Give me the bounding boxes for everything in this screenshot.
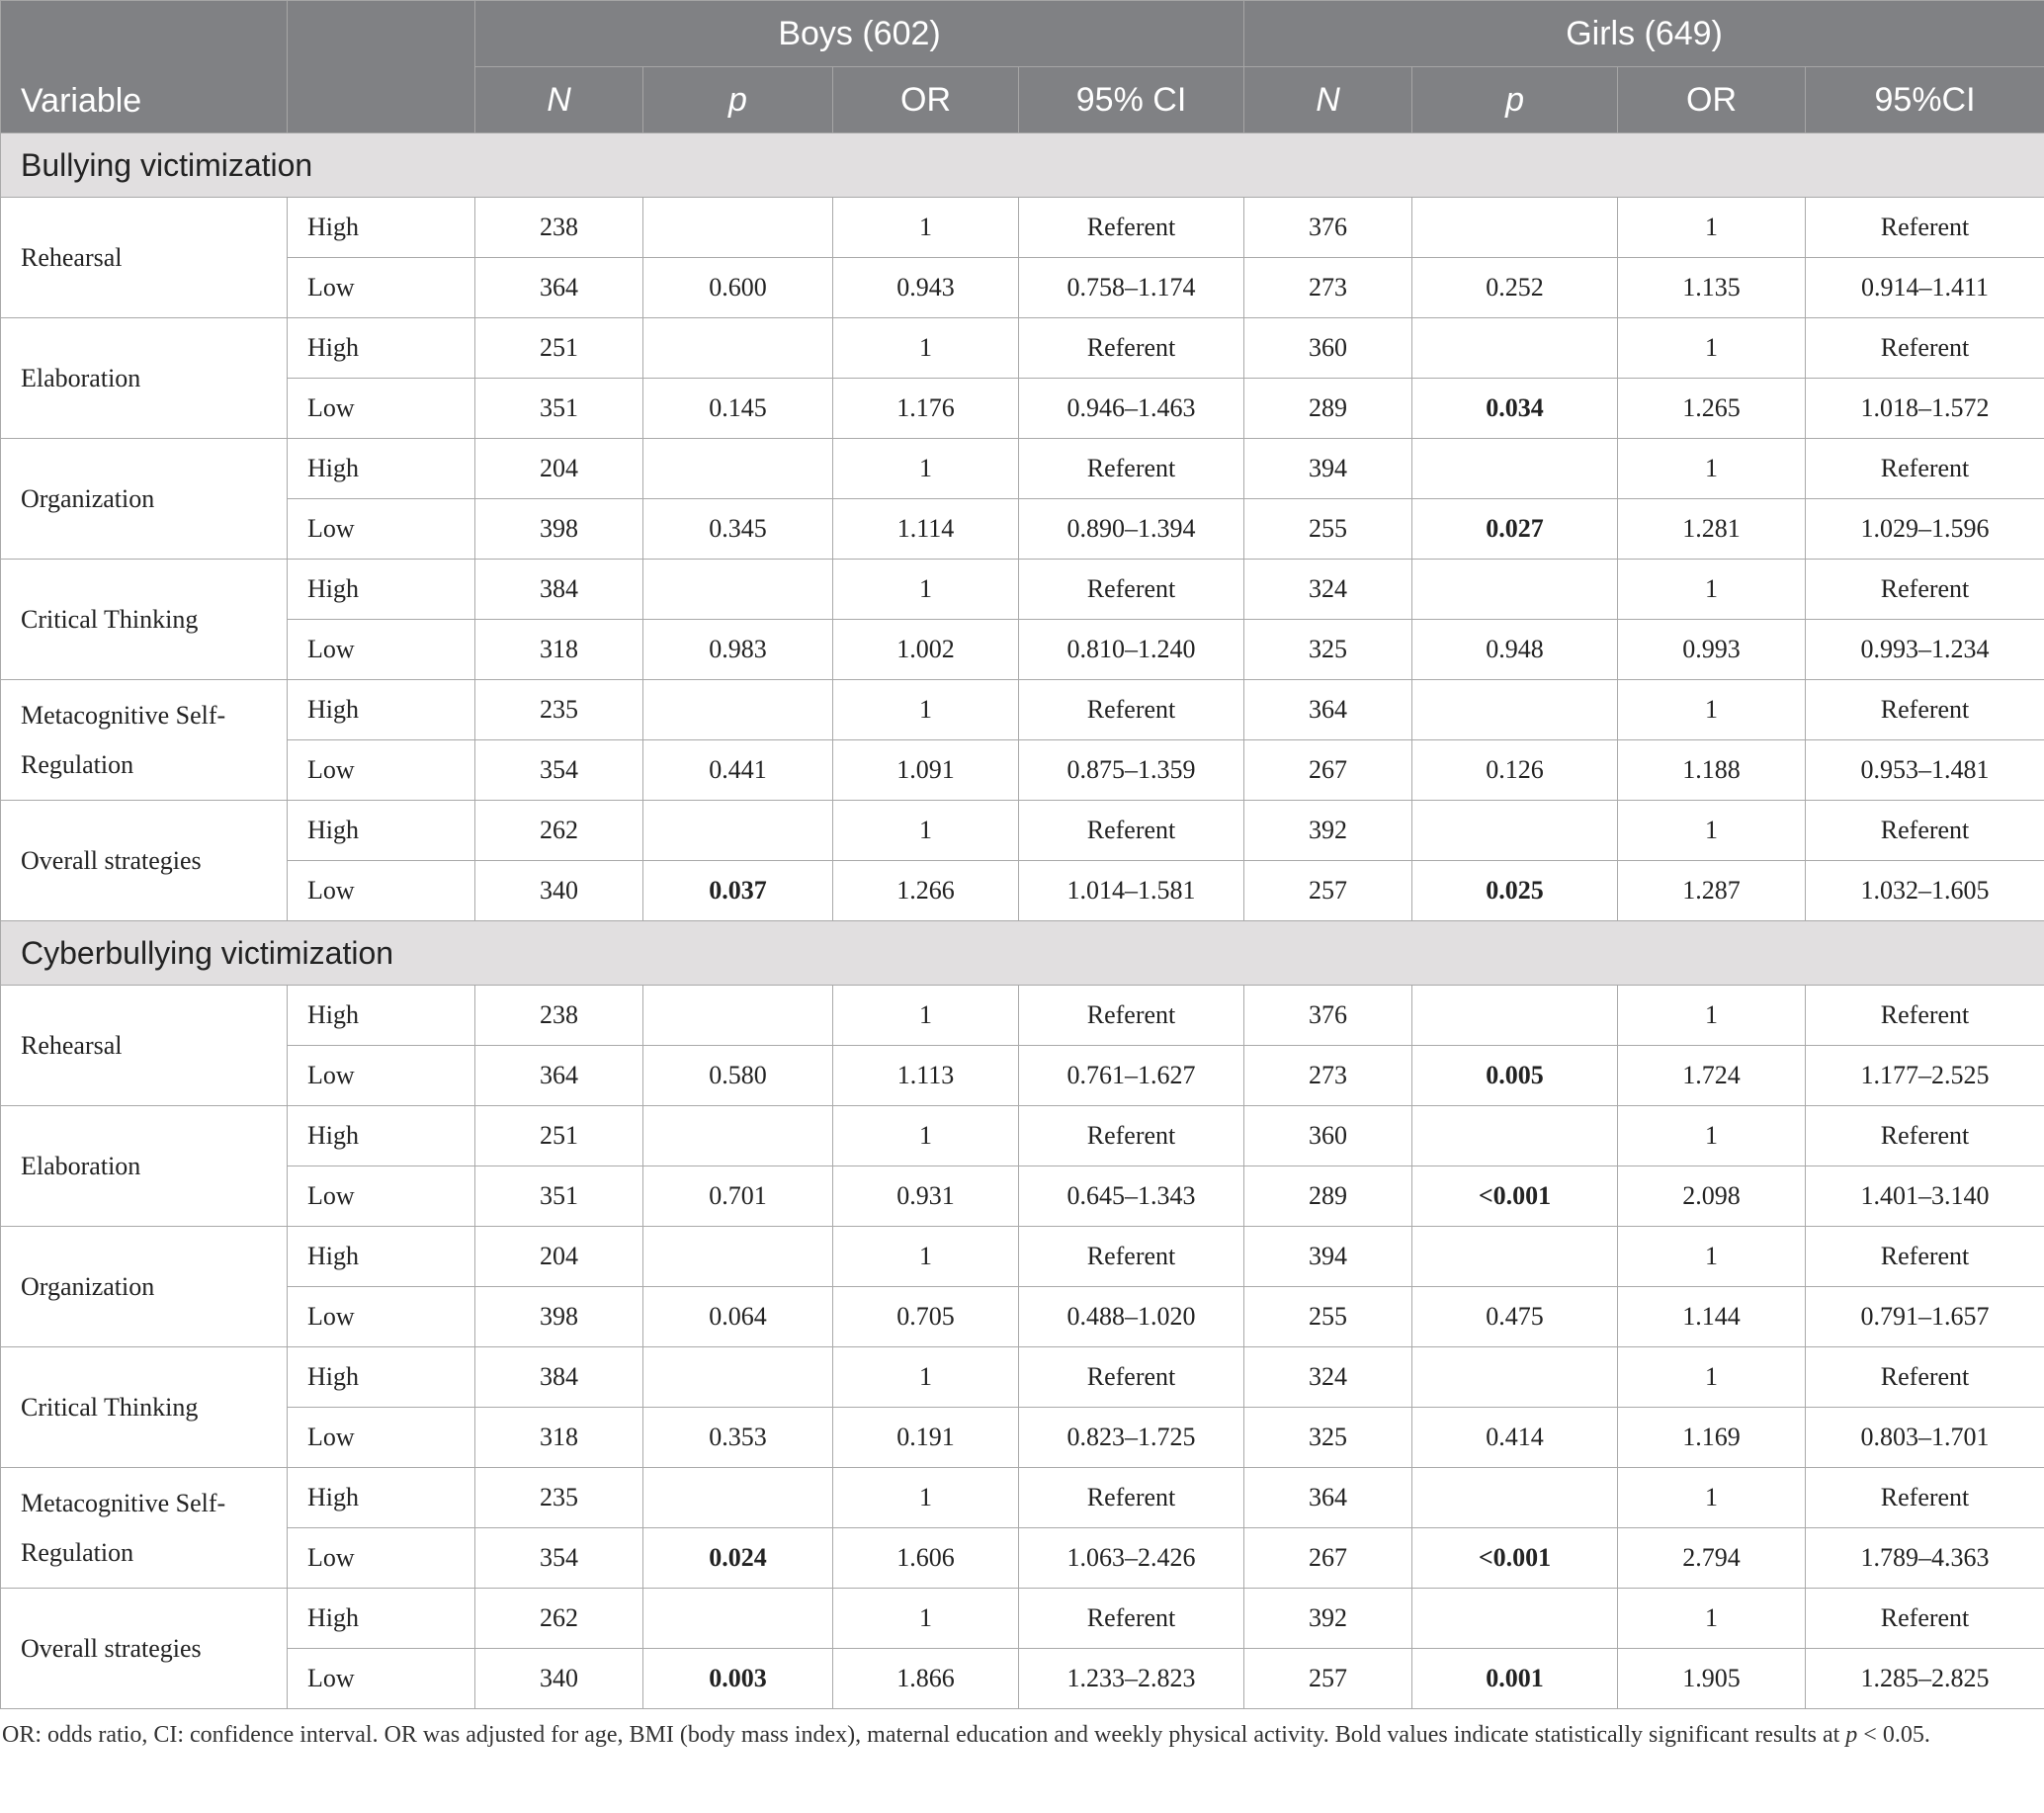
boys-or-cell: 1 xyxy=(833,560,1019,620)
boys-p-cell: 0.345 xyxy=(643,499,833,560)
boys-p-cell: 0.441 xyxy=(643,740,833,801)
girls-p-cell xyxy=(1412,801,1618,861)
boys-p-cell xyxy=(643,560,833,620)
table-row xyxy=(1,1227,2044,1287)
girls-or-cell: 1 xyxy=(1618,1589,1806,1649)
boys-or-cell: 1 xyxy=(833,439,1019,499)
boys-ci-cell: 0.645–1.343 xyxy=(1019,1166,1244,1227)
level-cell: High xyxy=(288,198,475,258)
table-row xyxy=(1,1408,2044,1468)
level-cell: Low xyxy=(288,258,475,318)
section-row xyxy=(1,133,2044,198)
girls-ci-cell: Referent xyxy=(1806,439,2044,499)
boys-p-cell: 0.600 xyxy=(643,258,833,318)
boys-p-cell: 0.024 xyxy=(643,1528,833,1589)
girls-or-cell: 1 xyxy=(1618,439,1806,499)
girls-ci-cell: Referent xyxy=(1806,198,2044,258)
girls-or-cell: 1.265 xyxy=(1618,379,1806,439)
boys-n-cell: 262 xyxy=(475,1589,643,1649)
boys-p-cell xyxy=(643,198,833,258)
level-cell: Low xyxy=(288,1046,475,1106)
level-cell: High xyxy=(288,680,475,740)
girls-p-cell: <0.001 xyxy=(1412,1528,1618,1589)
level-cell: High xyxy=(288,801,475,861)
girls-n-cell: 394 xyxy=(1244,439,1412,499)
girls-or-cell: 1.169 xyxy=(1618,1408,1806,1468)
boys-or-cell: 1.091 xyxy=(833,740,1019,801)
girls-ci-cell: 1.029–1.596 xyxy=(1806,499,2044,560)
girls-n-cell: 289 xyxy=(1244,1166,1412,1227)
boys-ci-cell: 0.488–1.020 xyxy=(1019,1287,1244,1347)
girls-n-cell: 324 xyxy=(1244,560,1412,620)
boys-n-cell: 318 xyxy=(475,1408,643,1468)
girls-n-cell: 273 xyxy=(1244,258,1412,318)
boys-p-cell: 0.983 xyxy=(643,620,833,680)
boys-or-cell: 1 xyxy=(833,986,1019,1046)
boys-or-cell: 1 xyxy=(833,1227,1019,1287)
girls-ci-cell: Referent xyxy=(1806,1227,2044,1287)
header-boys-ci: 95% CI xyxy=(1019,67,1244,133)
girls-p-cell: 0.252 xyxy=(1412,258,1618,318)
girls-ci-cell: 1.032–1.605 xyxy=(1806,861,2044,921)
table-row xyxy=(1,801,2044,861)
header-girls-n: N xyxy=(1244,67,1412,133)
girls-or-cell: 1.281 xyxy=(1618,499,1806,560)
boys-p-cell xyxy=(643,1347,833,1408)
variable-name: Elaboration xyxy=(1,318,288,439)
girls-p-cell: 0.034 xyxy=(1412,379,1618,439)
table-row xyxy=(1,680,2044,740)
boys-n-cell: 364 xyxy=(475,1046,643,1106)
girls-n-cell: 257 xyxy=(1244,1649,1412,1709)
girls-or-cell: 1 xyxy=(1618,198,1806,258)
girls-n-cell: 360 xyxy=(1244,318,1412,379)
boys-n-cell: 318 xyxy=(475,620,643,680)
boys-ci-cell: 0.823–1.725 xyxy=(1019,1408,1244,1468)
girls-p-cell: 0.948 xyxy=(1412,620,1618,680)
level-cell: Low xyxy=(288,499,475,560)
level-cell: High xyxy=(288,1468,475,1528)
boys-or-cell: 0.931 xyxy=(833,1166,1019,1227)
variable-name: Organization xyxy=(1,439,288,560)
girls-ci-cell: 1.177–2.525 xyxy=(1806,1046,2044,1106)
girls-or-cell: 2.098 xyxy=(1618,1166,1806,1227)
girls-p-cell xyxy=(1412,680,1618,740)
boys-or-cell: 1.866 xyxy=(833,1649,1019,1709)
girls-ci-cell: Referent xyxy=(1806,318,2044,379)
girls-or-cell: 0.993 xyxy=(1618,620,1806,680)
boys-ci-cell: Referent xyxy=(1019,318,1244,379)
footnote-text: OR: odds ratio, CI: confidence interval. OR was adjusted for age, BMI (body mass index), maternal education and weekly physical activity. Bold values indicate statistically significant results at xyxy=(2,1722,1846,1748)
boys-p-cell xyxy=(643,1106,833,1166)
boys-ci-cell: Referent xyxy=(1019,680,1244,740)
girls-p-cell xyxy=(1412,986,1618,1046)
girls-p-cell xyxy=(1412,1347,1618,1408)
girls-or-cell: 1 xyxy=(1618,1347,1806,1408)
boys-p-cell xyxy=(643,986,833,1046)
level-cell: Low xyxy=(288,1649,475,1709)
boys-or-cell: 1 xyxy=(833,198,1019,258)
boys-ci-cell: 1.014–1.581 xyxy=(1019,861,1244,921)
boys-or-cell: 1.266 xyxy=(833,861,1019,921)
boys-n-cell: 235 xyxy=(475,680,643,740)
header-variable: Variable xyxy=(1,1,288,133)
girls-p-cell: 0.025 xyxy=(1412,861,1618,921)
girls-p-cell: 0.001 xyxy=(1412,1649,1618,1709)
girls-p-cell xyxy=(1412,439,1618,499)
boys-p-cell xyxy=(643,318,833,379)
table-row xyxy=(1,1528,2044,1589)
girls-ci-cell: Referent xyxy=(1806,1106,2044,1166)
level-cell: Low xyxy=(288,1287,475,1347)
girls-p-cell: 0.414 xyxy=(1412,1408,1618,1468)
girls-or-cell: 1.724 xyxy=(1618,1046,1806,1106)
boys-n-cell: 398 xyxy=(475,1287,643,1347)
boys-or-cell: 1.606 xyxy=(833,1528,1019,1589)
boys-or-cell: 1.113 xyxy=(833,1046,1019,1106)
boys-n-cell: 262 xyxy=(475,801,643,861)
boys-ci-cell: 1.063–2.426 xyxy=(1019,1528,1244,1589)
header-girls-p: p xyxy=(1412,67,1618,133)
girls-p-cell: <0.001 xyxy=(1412,1166,1618,1227)
level-cell: High xyxy=(288,1347,475,1408)
variable-name: Metacognitive Self-Regulation xyxy=(1,1468,288,1589)
girls-or-cell: 1 xyxy=(1618,560,1806,620)
girls-n-cell: 267 xyxy=(1244,1528,1412,1589)
level-cell: High xyxy=(288,439,475,499)
girls-or-cell: 1.287 xyxy=(1618,861,1806,921)
girls-or-cell: 1 xyxy=(1618,1227,1806,1287)
boys-n-cell: 384 xyxy=(475,560,643,620)
girls-ci-cell: 0.993–1.234 xyxy=(1806,620,2044,680)
level-cell: High xyxy=(288,986,475,1046)
boys-n-cell: 340 xyxy=(475,861,643,921)
variable-name: Overall strategies xyxy=(1,1589,288,1709)
boys-p-cell: 0.580 xyxy=(643,1046,833,1106)
boys-n-cell: 340 xyxy=(475,1649,643,1709)
boys-n-cell: 238 xyxy=(475,986,643,1046)
boys-p-cell xyxy=(643,680,833,740)
girls-p-cell xyxy=(1412,1468,1618,1528)
table-row xyxy=(1,198,2044,258)
variable-name: Metacognitive Self-Regulation xyxy=(1,680,288,801)
boys-p-cell: 0.701 xyxy=(643,1166,833,1227)
boys-ci-cell: Referent xyxy=(1019,801,1244,861)
boys-or-cell: 1.114 xyxy=(833,499,1019,560)
boys-or-cell: 1 xyxy=(833,1347,1019,1408)
header-boys-n: N xyxy=(475,67,643,133)
table-row xyxy=(1,1589,2044,1649)
boys-ci-cell: 0.875–1.359 xyxy=(1019,740,1244,801)
girls-or-cell: 1 xyxy=(1618,801,1806,861)
boys-or-cell: 1 xyxy=(833,1106,1019,1166)
boys-or-cell: 1 xyxy=(833,1468,1019,1528)
girls-n-cell: 257 xyxy=(1244,861,1412,921)
boys-or-cell: 1 xyxy=(833,801,1019,861)
table-row xyxy=(1,1106,2044,1166)
boys-n-cell: 204 xyxy=(475,1227,643,1287)
girls-ci-cell: Referent xyxy=(1806,1347,2044,1408)
variable-name: Overall strategies xyxy=(1,801,288,921)
girls-p-cell xyxy=(1412,318,1618,379)
boys-ci-cell: 0.758–1.174 xyxy=(1019,258,1244,318)
level-cell: High xyxy=(288,318,475,379)
girls-n-cell: 267 xyxy=(1244,740,1412,801)
level-cell: Low xyxy=(288,861,475,921)
boys-or-cell: 0.943 xyxy=(833,258,1019,318)
boys-ci-cell: Referent xyxy=(1019,198,1244,258)
level-cell: Low xyxy=(288,620,475,680)
girls-ci-cell: 1.018–1.572 xyxy=(1806,379,2044,439)
girls-ci-cell: Referent xyxy=(1806,1589,2044,1649)
girls-n-cell: 255 xyxy=(1244,1287,1412,1347)
girls-or-cell: 1.144 xyxy=(1618,1287,1806,1347)
boys-n-cell: 251 xyxy=(475,318,643,379)
girls-p-cell: 0.027 xyxy=(1412,499,1618,560)
table-row xyxy=(1,1649,2044,1709)
header-girls-ci: 95%CI xyxy=(1806,67,2044,133)
table-header xyxy=(1,1,2044,133)
girls-p-cell xyxy=(1412,1227,1618,1287)
girls-or-cell: 1.905 xyxy=(1618,1649,1806,1709)
boys-p-cell: 0.064 xyxy=(643,1287,833,1347)
girls-p-cell xyxy=(1412,1106,1618,1166)
girls-n-cell: 364 xyxy=(1244,1468,1412,1528)
boys-or-cell: 1.176 xyxy=(833,379,1019,439)
girls-n-cell: 376 xyxy=(1244,198,1412,258)
boys-p-cell xyxy=(643,1227,833,1287)
level-cell: Low xyxy=(288,379,475,439)
boys-n-cell: 238 xyxy=(475,198,643,258)
boys-ci-cell: Referent xyxy=(1019,986,1244,1046)
level-cell: High xyxy=(288,1106,475,1166)
girls-n-cell: 392 xyxy=(1244,801,1412,861)
table-footnote xyxy=(0,1709,2044,1753)
variable-name: Rehearsal xyxy=(1,198,288,318)
table-row xyxy=(1,1347,2044,1408)
section-title: Bullying victimization xyxy=(1,133,2044,198)
boys-p-cell xyxy=(643,439,833,499)
boys-n-cell: 364 xyxy=(475,258,643,318)
girls-ci-cell: Referent xyxy=(1806,1468,2044,1528)
header-boys-p: p xyxy=(643,67,833,133)
girls-ci-cell: 0.914–1.411 xyxy=(1806,258,2044,318)
boys-ci-cell: 0.761–1.627 xyxy=(1019,1046,1244,1106)
boys-ci-cell: Referent xyxy=(1019,439,1244,499)
level-cell: Low xyxy=(288,740,475,801)
variable-name: Rehearsal xyxy=(1,986,288,1106)
girls-p-cell: 0.005 xyxy=(1412,1046,1618,1106)
girls-or-cell: 1 xyxy=(1618,1106,1806,1166)
girls-n-cell: 394 xyxy=(1244,1227,1412,1287)
boys-p-cell xyxy=(643,1589,833,1649)
girls-ci-cell: 1.401–3.140 xyxy=(1806,1166,2044,1227)
girls-ci-cell: Referent xyxy=(1806,986,2044,1046)
girls-ci-cell: Referent xyxy=(1806,560,2044,620)
boys-or-cell: 0.705 xyxy=(833,1287,1019,1347)
level-cell: Low xyxy=(288,1166,475,1227)
boys-ci-cell: Referent xyxy=(1019,560,1244,620)
girls-or-cell: 2.794 xyxy=(1618,1528,1806,1589)
girls-ci-cell: 1.789–4.363 xyxy=(1806,1528,2044,1589)
girls-p-cell: 0.475 xyxy=(1412,1287,1618,1347)
girls-n-cell: 376 xyxy=(1244,986,1412,1046)
variable-name: Elaboration xyxy=(1,1106,288,1227)
boys-n-cell: 351 xyxy=(475,379,643,439)
girls-n-cell: 324 xyxy=(1244,1347,1412,1408)
girls-or-cell: 1.135 xyxy=(1618,258,1806,318)
boys-ci-cell: Referent xyxy=(1019,1589,1244,1649)
table-body xyxy=(1,133,2044,1709)
boys-ci-cell: Referent xyxy=(1019,1468,1244,1528)
boys-ci-cell: Referent xyxy=(1019,1227,1244,1287)
table-row xyxy=(1,1046,2044,1106)
header-girls-or: OR xyxy=(1618,67,1806,133)
header-level-spacer xyxy=(288,1,475,133)
level-cell: High xyxy=(288,1589,475,1649)
footnote-tail: < 0.05. xyxy=(1857,1722,1930,1748)
girls-n-cell: 364 xyxy=(1244,680,1412,740)
girls-n-cell: 255 xyxy=(1244,499,1412,560)
section-title: Cyberbullying victimization xyxy=(1,921,2044,986)
girls-or-cell: 1 xyxy=(1618,318,1806,379)
boys-or-cell: 1 xyxy=(833,680,1019,740)
girls-p-cell xyxy=(1412,1589,1618,1649)
table-row xyxy=(1,1287,2044,1347)
boys-n-cell: 354 xyxy=(475,740,643,801)
boys-p-cell: 0.003 xyxy=(643,1649,833,1709)
boys-n-cell: 354 xyxy=(475,1528,643,1589)
level-cell: Low xyxy=(288,1408,475,1468)
boys-n-cell: 351 xyxy=(475,1166,643,1227)
girls-p-cell xyxy=(1412,198,1618,258)
level-cell: High xyxy=(288,1227,475,1287)
table-row xyxy=(1,560,2044,620)
table-row xyxy=(1,1468,2044,1528)
girls-n-cell: 325 xyxy=(1244,620,1412,680)
girls-ci-cell: 0.953–1.481 xyxy=(1806,740,2044,801)
variable-name: Critical Thinking xyxy=(1,1347,288,1468)
level-cell: High xyxy=(288,560,475,620)
header-boys-or: OR xyxy=(833,67,1019,133)
level-cell: Low xyxy=(288,1528,475,1589)
girls-n-cell: 289 xyxy=(1244,379,1412,439)
table-row xyxy=(1,620,2044,680)
boys-p-cell xyxy=(643,1468,833,1528)
table-row xyxy=(1,258,2044,318)
girls-n-cell: 392 xyxy=(1244,1589,1412,1649)
table-row xyxy=(1,740,2044,801)
boys-n-cell: 235 xyxy=(475,1468,643,1528)
boys-p-cell: 0.037 xyxy=(643,861,833,921)
boys-ci-cell: 0.890–1.394 xyxy=(1019,499,1244,560)
boys-or-cell: 0.191 xyxy=(833,1408,1019,1468)
girls-n-cell: 325 xyxy=(1244,1408,1412,1468)
footnote-p: p xyxy=(1845,1722,1858,1748)
table-row xyxy=(1,1166,2044,1227)
section-row xyxy=(1,921,2044,986)
girls-p-cell xyxy=(1412,560,1618,620)
table-row xyxy=(1,318,2044,379)
boys-n-cell: 251 xyxy=(475,1106,643,1166)
girls-ci-cell: 1.285–2.825 xyxy=(1806,1649,2044,1709)
boys-or-cell: 1.002 xyxy=(833,620,1019,680)
table-row xyxy=(1,379,2044,439)
boys-ci-cell: 0.810–1.240 xyxy=(1019,620,1244,680)
girls-n-cell: 273 xyxy=(1244,1046,1412,1106)
boys-n-cell: 384 xyxy=(475,1347,643,1408)
girls-or-cell: 1 xyxy=(1618,1468,1806,1528)
variable-name: Organization xyxy=(1,1227,288,1347)
boys-ci-cell: Referent xyxy=(1019,1347,1244,1408)
boys-p-cell xyxy=(643,801,833,861)
boys-p-cell: 0.353 xyxy=(643,1408,833,1468)
girls-or-cell: 1 xyxy=(1618,680,1806,740)
girls-ci-cell: 0.791–1.657 xyxy=(1806,1287,2044,1347)
boys-or-cell: 1 xyxy=(833,1589,1019,1649)
variable-name: Critical Thinking xyxy=(1,560,288,680)
boys-p-cell: 0.145 xyxy=(643,379,833,439)
boys-or-cell: 1 xyxy=(833,318,1019,379)
girls-or-cell: 1.188 xyxy=(1618,740,1806,801)
girls-p-cell: 0.126 xyxy=(1412,740,1618,801)
girls-ci-cell: Referent xyxy=(1806,680,2044,740)
table-row xyxy=(1,986,2044,1046)
header-girls: Girls (649) xyxy=(1244,1,2044,67)
boys-ci-cell: Referent xyxy=(1019,1106,1244,1166)
girls-n-cell: 360 xyxy=(1244,1106,1412,1166)
boys-n-cell: 398 xyxy=(475,499,643,560)
table-row xyxy=(1,861,2044,921)
girls-or-cell: 1 xyxy=(1618,986,1806,1046)
boys-ci-cell: 0.946–1.463 xyxy=(1019,379,1244,439)
girls-ci-cell: Referent xyxy=(1806,801,2044,861)
girls-ci-cell: 0.803–1.701 xyxy=(1806,1408,2044,1468)
header-boys: Boys (602) xyxy=(475,1,1244,67)
table-row xyxy=(1,499,2044,560)
boys-n-cell: 204 xyxy=(475,439,643,499)
boys-ci-cell: 1.233–2.823 xyxy=(1019,1649,1244,1709)
table-row xyxy=(1,439,2044,499)
